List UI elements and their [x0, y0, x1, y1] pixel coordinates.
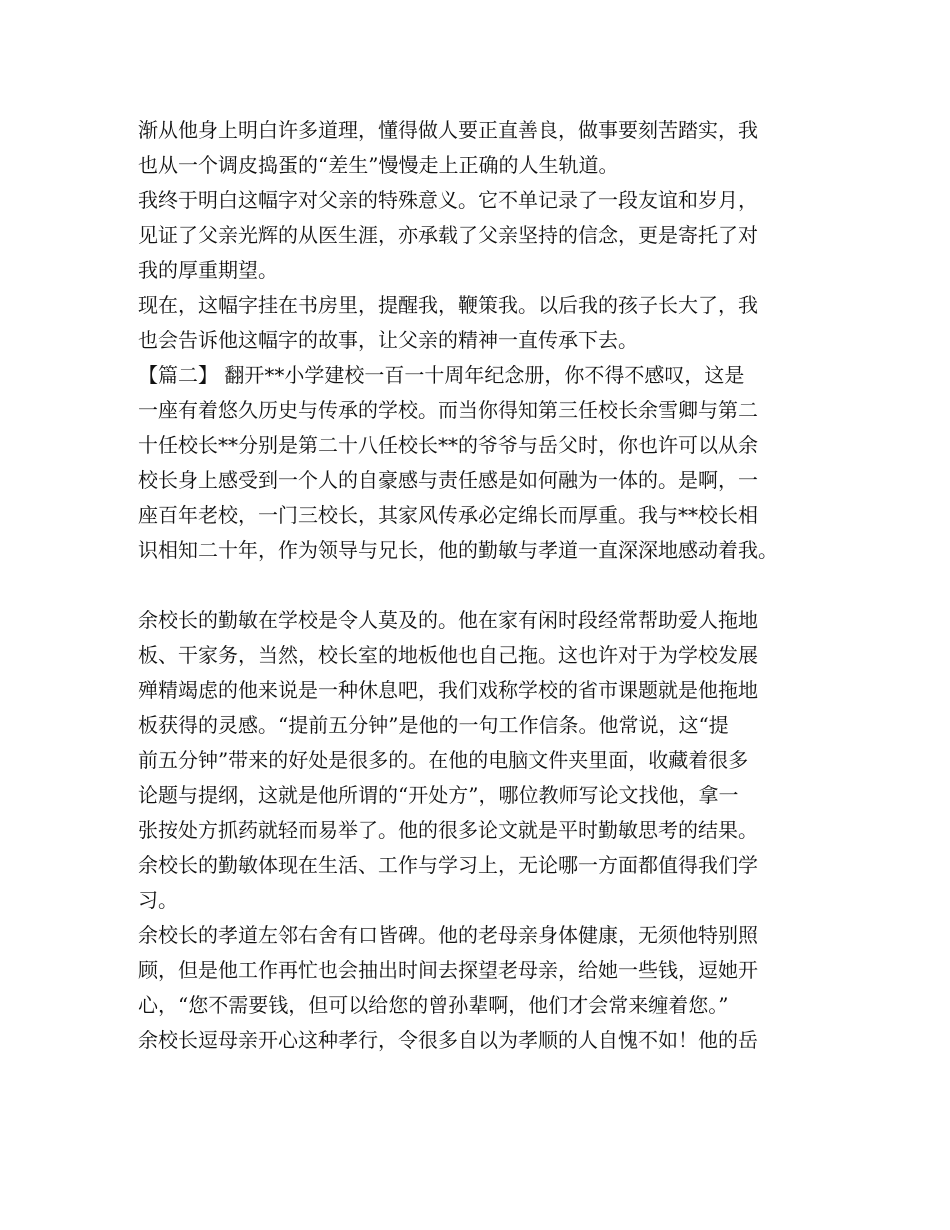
text-line: 也会告诉他这幅字的故事，让父亲的精神一直传承下去。	[138, 328, 638, 352]
text-line: 板、干家务，当然，校长室的地板他也自己拖。这也许对于为学校发展	[138, 643, 758, 667]
text-line: 张按处方抓药就轻而易举了。他的很多论文就是平时勤敏思考的结果。	[138, 818, 758, 842]
text-line: 渐从他身上明白许多道理，懂得做人要正直善良，做事要刻苦踏实，我	[138, 118, 758, 142]
text-line: 心，“您不需要钱，但可以给您的曾孙辈啊，他们才会常来缠着您。”	[138, 993, 729, 1017]
text-line: 座百年老校，一门三校长，其家风传承必定绵长而厚重。我与**校长相	[138, 503, 758, 527]
text-line: 现在，这幅字挂在书房里，提醒我，鞭策我。以后我的孩子长大了，我	[138, 293, 758, 317]
text-line: 余校长的勤敏体现在生活、工作与学习上，无论哪一方面都值得我们学	[138, 853, 758, 877]
text-line: 我终于明白这幅字对父亲的特殊意义。它不单记录了一段友谊和岁月，	[138, 188, 758, 212]
text-line: 一座有着悠久历史与传承的学校。而当你得知第三任校长余雪卿与第二	[138, 398, 758, 422]
document-body	[138, 113, 838, 1058]
text-line: 顾，但是他工作再忙也会抽出时间去探望老母亲，给她一些钱，逗她开	[138, 958, 758, 982]
text-line: 余校长逗母亲开心这种孝行，令很多自以为孝顺的人自愧不如！他的岳	[138, 1028, 758, 1052]
text-line: 也从一个调皮捣蛋的“差生”慢慢走上正确的人生轨道。	[138, 153, 619, 177]
text-line: 前五分钟”带来的好处是很多的。在他的电脑文件夹里面，收藏着很多	[138, 748, 749, 772]
text-line: 见证了父亲光辉的从医生涯，亦承载了父亲坚持的信念，更是寄托了对	[138, 223, 758, 247]
section-heading-line: 【篇二】 翻开**小学建校一百一十周年纪念册，你不得不感叹，这是	[138, 363, 745, 387]
text-line: 十任校长**分别是第二十八任校长**的爷爷与岳父时，你也许可以从余	[138, 433, 758, 457]
text-line: 识相知二十年，作为领导与兄长，他的勤敏与孝道一直深深地感动着我。	[138, 538, 778, 562]
text-line: 板获得的灵感。“提前五分钟”是他的一句工作信条。他常说，这“提	[138, 713, 729, 737]
text-line: 校长身上感受到一个人的自豪感与责任感是如何融为一体的。是啊，一	[138, 468, 758, 492]
text-line: 余校长的孝道左邻右舍有口皆碑。他的老母亲身体健康，无须他特别照	[138, 923, 758, 947]
text-line: 习。	[138, 888, 178, 912]
text-line: 余校长的勤敏在学校是令人莫及的。他在家有闲时段经常帮助爱人拖地	[138, 608, 758, 632]
text-line: 殚精竭虑的他来说是一种休息吧，我们戏称学校的省市课题就是他拖地	[138, 678, 758, 702]
blank-line	[138, 568, 838, 603]
text-line: 我的厚重期望。	[138, 258, 278, 282]
text-line: 论题与提纲，这就是他所谓的“开处方”，哪位教师写论文找他，拿一	[138, 783, 739, 807]
